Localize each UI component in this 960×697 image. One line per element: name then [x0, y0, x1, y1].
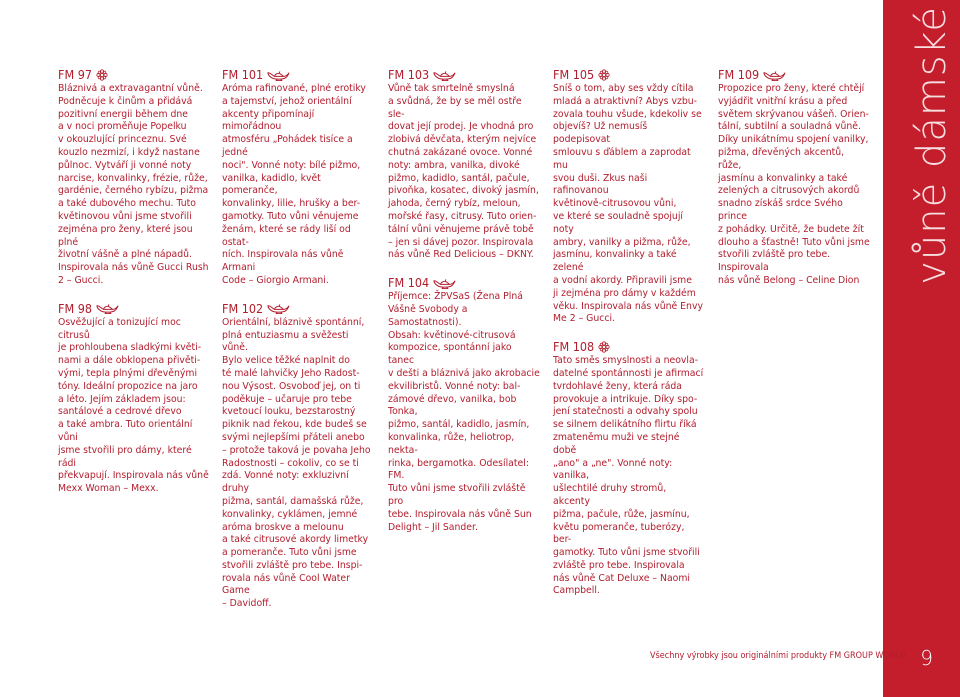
flower-icon — [598, 69, 610, 81]
product-heading — [58, 302, 210, 316]
page-number: 9 — [920, 646, 933, 670]
text-column-4 — [553, 68, 705, 612]
lamp-icon — [96, 303, 120, 314]
product-code: FM 102 — [222, 300, 264, 316]
product-description: Bláznivá a extravagantní vůně. Podněcuje k činům a přidává pozitivní energii během dne a v noci proměňuje Popelku v okouzlující princeznu. Své kouzlo nezmizí, i když nastane půlnoc. Vytváří ji vonné noty narcise, konvalinky, frézie, růže, gardénie, černého rybízu, pižma a také dubového mechu. Tuto květinovou vůni jsme stvořili zejména pro ženy, které jsou plné životní vášně a plné nápadů. Inspirovala nás vůně Gucci Rush 2 – Gucci. — [58, 83, 209, 286]
flower-icon — [598, 341, 610, 353]
product-heading — [718, 68, 870, 82]
product-code: FM 104 — [388, 275, 430, 291]
footer-text: Všechny výrobky jsou originálními produkty FM GROUP WORLD — [650, 651, 907, 661]
product-heading — [222, 68, 374, 82]
product-entry — [388, 276, 540, 534]
side-title: vůně dámské — [909, 6, 955, 285]
product-description: Sníš o tom, aby ses vždy cítila mladá a atraktivní? Abys vzbu- zovala touhu všude, kdekoliv se objevíš? Už nemusíš podepisovat smlouvu s ďáblem a zaprodat mu svou duši. Zkus naši rafinovanou květinově-citrusovou vůni, ve které se souladně spojují noty ambry, vanilky a pižma, růže, jasmínu, konvalinky a také zelené a vodní akordy. Připravili jsme ji zejména pro dámy v každém věku. Inspirovala nás vůně Envy Me 2 – Gucci. — [553, 83, 703, 325]
product-heading — [553, 68, 705, 82]
product-description: Tato směs smyslnosti a neovla- datelné spontánnosti je afirmací tvrdohlavé ženy, která ráda provokuje a intrikuje. Díky spo- jení statečnosti a odvahy spolu se silnem delikátního flirtu říká zmateněmu muži ve stejné době „ano" a „ne". Vonné noty: vanilka, ušlechtilé druhy stromů, akcenty pižma, pačule, růže, jasmínu, květu pomeranče, tuberózy, ber- gamotky. Tuto vůni jsme stvořili zvláště pro tebe. Inspirovala nás vůně Cat Deluxe – Naomi Campbell. — [553, 355, 704, 597]
lamp-icon — [433, 70, 457, 81]
product-heading — [388, 276, 540, 290]
text-column-5 — [718, 68, 870, 302]
product-entry — [553, 68, 705, 326]
product-description: Vůně tak smrtelně smyslná a svůdná, že by se měl ostře sle- dovat její prodej. Je vhodná pro zlobivá děvčata, kterým nejvíce chutná zakázané ovoce. Vonné noty: ambra, vanilka, divoké pižmo, kadidlo, santál, pačule, pivoňka, kosatec, divoký jasmín, jahoda, černý rybíz, meloun, mořské řasy, citrusy. Tuto orien- tální vůni věnujeme právě tobě – jen si dávej pozor. Inspirovala nás vůně Red Delicious – DKNY. — [388, 83, 539, 261]
product-heading — [553, 340, 705, 354]
text-column-1 — [58, 68, 210, 510]
lamp-icon — [433, 278, 457, 289]
product-code: FM 97 — [58, 67, 93, 82]
product-entry — [222, 68, 374, 288]
side-band — [883, 0, 960, 697]
lamp-icon — [267, 303, 291, 314]
product-code: FM 103 — [388, 67, 430, 82]
product-description: Propozice pro ženy, které chtějí vyjádřit vnitřní krásu a před světem skrývanou vášeň. Orien- tální, subtilní a souladná vůně. Díky unikátnímu spojení vanilky, pižma, dřevěných akcentů, růže, jasmínu a konvalinky a také zelených a citrusových akordů snadno získáš srdce Svého prince z pohádky. Určitě, že budete žít dlouho a šťastně! Tuto vůni jsme stvořili zvláště pro tebe. Inspirovala nás vůně Belong – Celine Dion — [718, 83, 870, 286]
product-heading — [222, 302, 374, 316]
text-column-3 — [388, 68, 540, 548]
product-code: FM 109 — [718, 67, 760, 82]
product-description: Příjemce: ŽPVSaS (Žena Plná Vášně Svobody a Samostatnosti). Obsah: květinové-citrusová kompozice, spontánní jako tanec v dešti a bláznivá jako akrobacie ekvilibristů. Vonné noty: bal- zámové dřevo, vanilka, bob Tonka, pižmo, santál, kadidlo, jasmín, konvalinka, růže, heliotrop, nekta- rinka, bergamotka. Odesílatel: FM. Tuto vůni jsme stvořili zvláště pro tebe. Inspirovala nás vůně Sun Delight – Jil Sander. — [388, 291, 540, 533]
product-description: Aróma rafinované, plné erotiky a tajemství, jehož orientální akcenty připomínají mimořádnou atmosféru „Pohádek tisíce a jedné noci". Vonné noty: bílé pižmo, vanilka, kadidlo, květ pomeranče, konvalinky, lilie, hrušky a ber- gamotky. Tuto vůni věnujeme ženám, které se rády liší od ostat- ních. Inspirovala nás vůně Armani Code – Giorgio Armani. — [222, 83, 366, 286]
text-column-2 — [222, 68, 374, 625]
product-entry — [222, 302, 374, 611]
lamp-icon — [763, 70, 787, 81]
product-code: FM 101 — [222, 67, 264, 82]
product-description: Orientální, bláznivě spontánní, plná entuziasmu a svěžesti vůně. Bylo velice těžké naplnit do té malé lahvičky Jeho Radost- nou Výsost. Osvoboď jej, on ti poděkuje – učaruje pro tebe kvetoucí louku, bezstarostný piknik nad řekou, kde budeš se svými nejlepšími přáteli anebo – protože taková je povaha Jeho Radostnosti – cokoliv, co se ti zdá. Vonné noty: exkluzivní druhy pižma, santál, damašská růže, konvalinky, cyklámen, jemné aróma broskve a melounu a také citrusové akordy limetky a pomeranče. Tuto vůni jsme stvořili zvláště pro tebe. Inspi- rovala nás vůně Cool Water Game – Davidoff. — [222, 316, 371, 610]
product-heading — [58, 68, 210, 82]
product-heading — [388, 68, 540, 82]
product-code: FM 108 — [553, 339, 595, 355]
product-description: Osvěžující a tonizující moc citrusů je prohloubena sladkými květi- nami a dále obklopena přivěti- vými, tepla plnými dřevěnými tóny. Ideální propozice na jaro a léto. Jejím základem jsou: santálové a cedrové dřevo a také ambra. Tuto orientální vůni jsme stvořili pro dámy, které rádi překvapují. Inspirovala nás vůně Mexx Woman – Mexx. — [58, 316, 209, 495]
product-entry — [718, 68, 870, 288]
flower-icon — [96, 69, 108, 81]
product-entry — [388, 68, 540, 262]
product-entry — [553, 340, 705, 598]
product-code: FM 98 — [58, 300, 93, 316]
product-code: FM 105 — [553, 67, 595, 82]
lamp-icon — [267, 70, 291, 81]
product-entry — [58, 68, 210, 288]
product-entry — [58, 302, 210, 496]
